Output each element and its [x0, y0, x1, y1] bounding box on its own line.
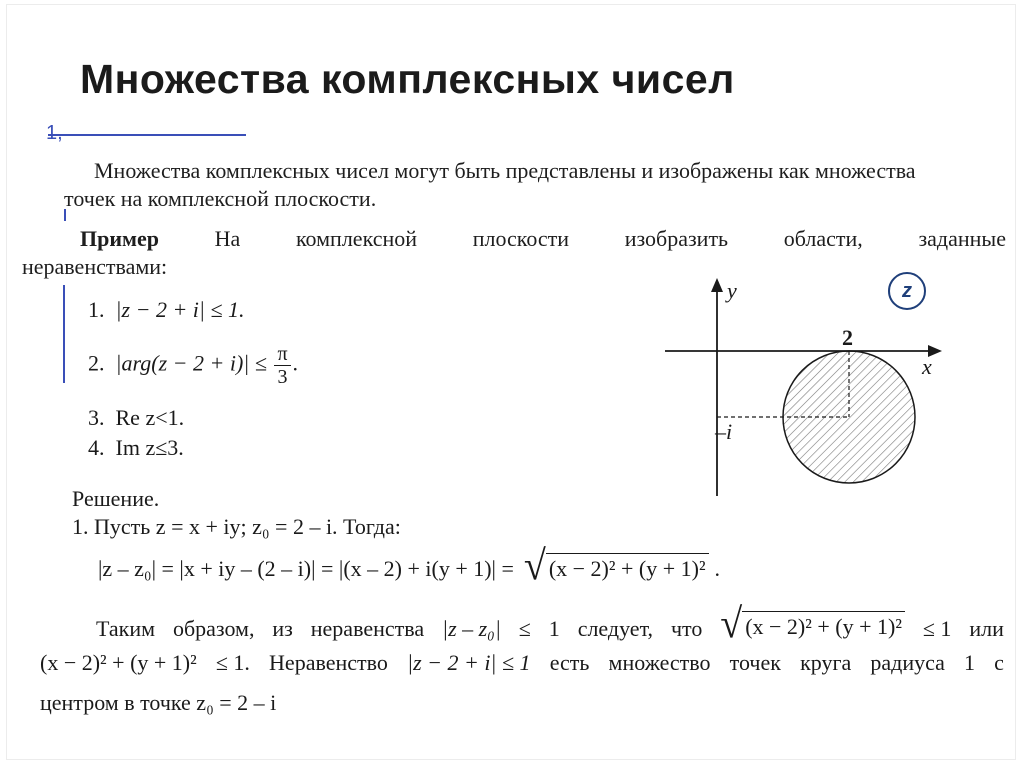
equation-end: . — [714, 556, 721, 581]
conclusion-word: Таким — [96, 616, 156, 641]
page-top-rule — [48, 134, 246, 136]
sqrt-sign: √ — [523, 541, 546, 590]
example-word: На — [214, 226, 241, 251]
item-number: 3. — [88, 405, 105, 430]
solution-heading: Решение. — [72, 486, 160, 511]
equation-root — [523, 541, 709, 590]
root-body: (x − 2)² + (y + 1)² — [742, 611, 905, 642]
conclusion-word: радиуса — [870, 650, 945, 675]
item-3 — [88, 405, 184, 431]
example-label: Пример — [80, 226, 160, 251]
example-line-2: неравенствами: — [22, 254, 168, 279]
example-word: изобразить — [624, 226, 729, 251]
conclusion-word: неравенства — [310, 616, 425, 641]
solution-line-1: 1. Пусть z = x + iy; z₀ = 2 – i. Тогда: — [72, 514, 401, 539]
example-line-1 — [80, 224, 1006, 254]
item-expression: |arg(z − 2 + i)| ≤ — [115, 350, 267, 376]
fraction-numerator: π — [274, 343, 290, 366]
item-number: 1. — [88, 297, 105, 322]
x-axis-label: x — [922, 354, 932, 379]
conclusion-word: 1 — [548, 616, 560, 641]
example-word: плоскости — [472, 226, 570, 251]
conclusion-word: |z – z₀| — [442, 616, 501, 641]
slide-title: Множества комплексных чисел — [80, 56, 735, 102]
item-expression: |z − 2 + i| ≤ 1. — [115, 297, 245, 322]
conclusion-line-3: центром в точке z₀ = 2 – i — [40, 690, 277, 715]
conclusion-word: множество — [608, 650, 711, 675]
conclusion-line-1 — [96, 599, 1004, 648]
y-axis-label: y — [727, 278, 737, 303]
example-word: заданные — [918, 226, 1006, 251]
conclusion-word: 1 — [964, 650, 976, 675]
example-word: комплексной — [295, 226, 418, 251]
conclusion-word: или — [969, 616, 1004, 641]
example-word: области, — [783, 226, 863, 251]
item-expression: Im z≤3. — [115, 435, 184, 460]
modulus-equation — [98, 541, 721, 590]
y-axis-arrow — [711, 278, 723, 292]
tick-label-neg-i: –i — [715, 419, 733, 444]
conclusion-word: |z − 2 + i| ≤ 1 — [407, 650, 531, 675]
sqrt-sign: √ — [720, 599, 743, 648]
margin-mark-items — [63, 285, 65, 383]
complex-plane-badge: z — [888, 272, 926, 310]
conclusion-line-2 — [40, 650, 1004, 676]
intro-line-1: Множества комплексных чисел могут быть представлены и изображены как множества — [94, 158, 916, 183]
item-4 — [88, 435, 184, 461]
intro-line-2: точек на комплексной плоскости. — [64, 186, 377, 211]
complex-plane-graph — [660, 276, 960, 506]
conclusion-word: есть — [549, 650, 590, 675]
conclusion-root — [720, 599, 905, 648]
pi-over-3-fraction — [274, 343, 290, 388]
fraction-denominator: 3 — [277, 366, 288, 388]
conclusion-word: круга — [800, 650, 852, 675]
conclusion-word: образом, — [172, 616, 255, 641]
item-1 — [88, 297, 245, 323]
conclusion-word: из — [272, 616, 293, 641]
root-body: (x − 2)² + (y + 1)² — [546, 553, 709, 584]
conclusion-word: с — [994, 650, 1004, 675]
item-number: 4. — [88, 435, 105, 460]
equation-left: |z – z₀| = |x + iy – (2 – i)| = |(x – 2) + i(y + 1)| = — [98, 556, 514, 581]
tick-label-2: 2 — [842, 325, 853, 350]
item-period: . — [292, 350, 299, 376]
conclusion-word: что — [670, 616, 703, 641]
conclusion-word: Неравенство — [269, 650, 388, 675]
inequality-sign: ≤ 1. — [215, 650, 250, 675]
conclusion-word: ≤ — [518, 616, 531, 641]
conclusion-word: точек — [729, 650, 781, 675]
item-number: 2. — [88, 350, 105, 376]
item-expression: Re z<1. — [115, 405, 185, 430]
conclusion-word: следует, — [577, 616, 654, 641]
item-2 — [88, 343, 298, 388]
inequality-left: (x − 2)² + (y + 1)² — [40, 650, 197, 675]
page-number-mark: 1, — [46, 122, 63, 144]
conclusion-inequality: ≤ 1 — [922, 616, 952, 641]
